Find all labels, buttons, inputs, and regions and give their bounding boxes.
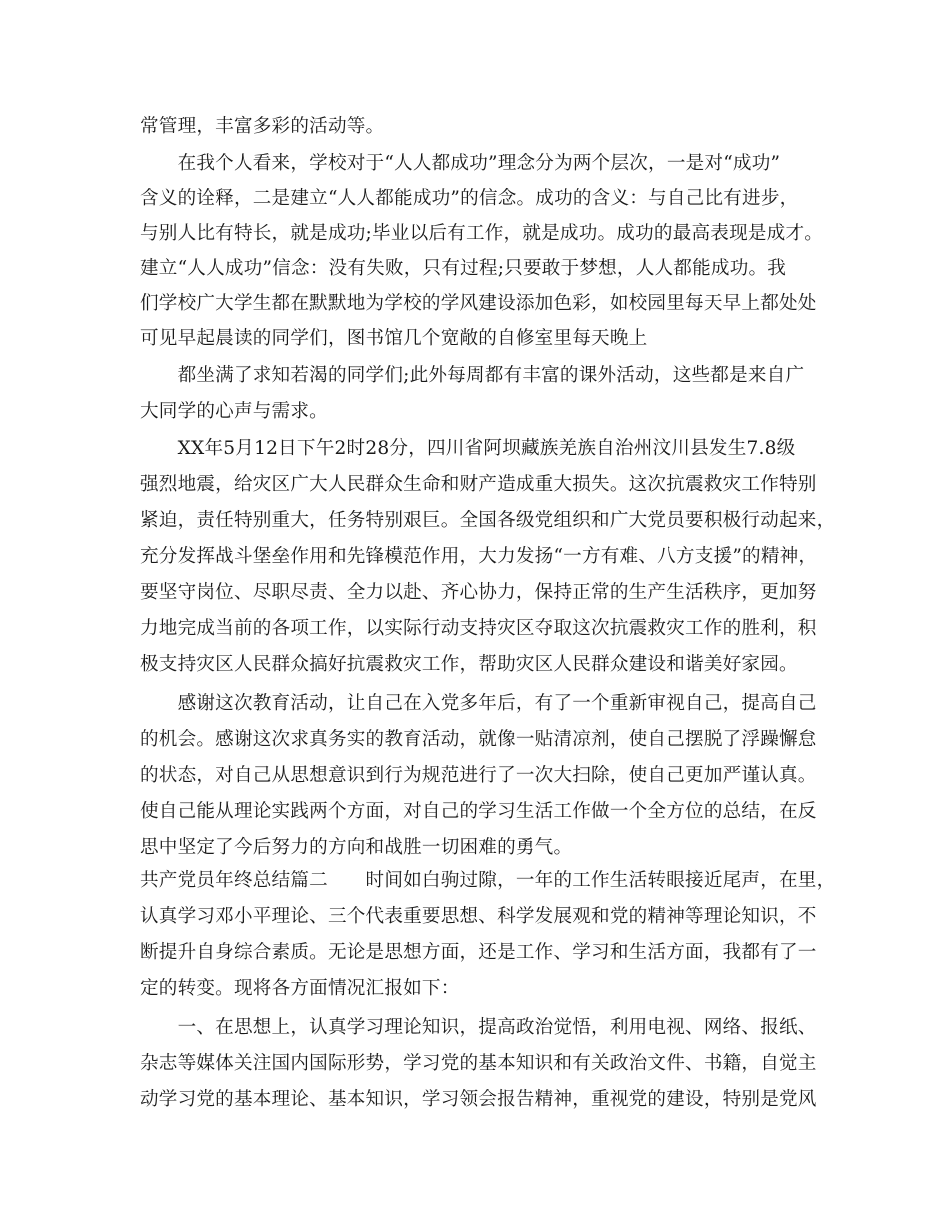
text-line: 使自己能从理论实践两个方面，对自己的学习生活工作做一个全方位的总结，在反 [140,801,817,822]
text-line: 力地完成当前的各项工作，以实际行动支持灾区夺取这次抗震救灾工作的胜利，积 [140,618,817,639]
text-line: 常管理，丰富多彩的活动等。 [140,116,385,137]
text-line: 建立“人人成功”信念：没有失败，只有过程;只要敢于梦想，人人都能成功。我 [140,258,787,279]
text-line: 大同学的心声与需求。 [140,401,328,422]
text-line: 的机会。感谢这次求真务实的教育活动，就像一贴清凉剂，使自己摆脱了浮躁懈怠 [140,729,817,750]
text-line: 极支持灾区人民群众搞好抗震救灾工作，帮助灾区人民群众建设和谐美好家园。 [140,654,798,675]
text-line: 强烈地震，给灾区广大人民群众生命和财产造成重大损失。这次抗震救灾工作特别 [140,474,817,495]
text-line: 紧迫，责任特别重大，任务特别艰巨。全国各级党组织和广大党员要积极行动起来， [140,510,836,531]
text-line: 充分发挥战斗堡垒作用和先锋模范作用，大力发扬“一方有难、八方支援”的精神， [140,546,818,567]
text-line: 含义的诠释，二是建立“人人都能成功”的信念。成功的含义：与自己比有进步， [140,188,799,209]
section-heading-line: 共产党员年终总结篇二 时间如白驹过隙，一年的工作生活转眼接近尾声，在里， [140,870,836,891]
text-line: 动学习党的基本理论、基本知识，学习领会报告精神，重视党的建设，特别是党风 [140,1089,817,1110]
text-line: 在我个人看来，学校对于“人人都成功”理念分为两个层次，一是对“成功” [140,153,781,174]
text-line: 断提升自身综合素质。无论是思想方面，还是工作、学习和生活方面，我都有了一 [140,942,817,963]
text-line: 一、在思想上，认真学习理论知识，提高政治觉悟，利用电视、网络、报纸、 [140,1017,817,1038]
text-line: 认真学习邓小平理论、三个代表重要思想、科学发展观和党的精神等理论知识，不 [140,906,817,927]
text-line: 都坐满了求知若渴的同学们;此外每周都有丰富的课外活动，这些都是来自广 [140,365,805,386]
text-line: 们学校广大学生都在默默地为学校的学风建设添加色彩，如校园里每天早上都处处 [140,293,817,314]
text-line: 与别人比有特长，就是成功;毕业以后有工作，就是成功。成功的最高表现是成才。 [140,223,824,244]
text-line: 的状态，对自己从思想意识到行为规范进行了一次大扫除，使自己更加严谨认真。 [140,765,817,786]
text-line: 要坚守岗位、尽职尽责、全力以赴、齐心协力，保持正常的生产生活秩序，更加努 [140,582,817,603]
text-line: XX年5月12日下午2时28分，四川省阿坝藏族羌族自治州汶川县发生7.8级 [140,438,796,459]
text-line: 杂志等媒体关注国内国际形势，学习党的基本知识和有关政治文件、书籍，自觉主 [140,1053,817,1074]
text-line: 思中坚定了今后努力的方向和战胜一切困难的勇气。 [140,837,573,858]
text-line: 感谢这次教育活动，让自己在入党多年后，有了一个重新审视自己，提高自己 [140,693,817,714]
text-line: 定的转变。现将各方面情况汇报如下： [140,978,460,999]
text-line: 可见早起晨读的同学们，图书馆几个宽敞的自修室里每天晚上 [140,328,648,349]
